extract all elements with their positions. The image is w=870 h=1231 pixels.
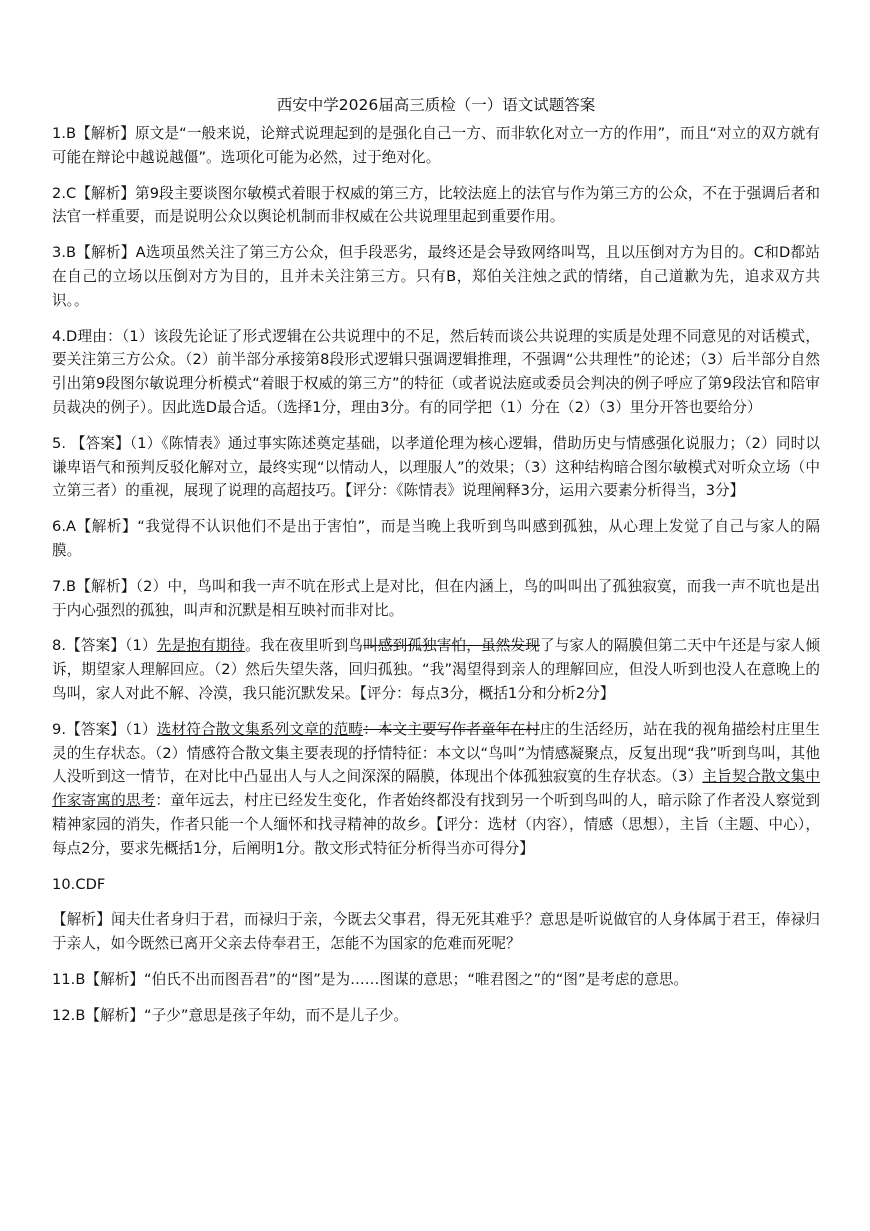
answer-text: B【解析】“子少”意思是孩子年幼，而不是儿子少。 <box>75 1006 409 1024</box>
answer-4 <box>52 325 820 420</box>
answer-2 <box>52 182 820 230</box>
answer-text: 【解析】闻夫仕者身归于君，而禄归于亲，今既去父事君，得无死其难乎？意思是听说做官的人身体属于君王，俸禄归于亲人，如今既然已离开父亲去侍奉君王，怎能不为国家的危难而死呢？ <box>52 911 820 953</box>
answer-text-mid: 庄的生活经历，站在我的视角描绘村庄里生灵的生存状态。（2）情感符合散文集主要表现的抒情特征：本文以“鸟叫”为情感凝聚点，反复出现“我”听到鸟叫，其他人没听到这一情节，在对比中凸显出人与人之间深深的隔膜，体现出个体孤独寂寞的生存状态。（3） <box>52 720 821 786</box>
underlined-text: 先是抱有期待 <box>156 637 246 655</box>
answer-number: 11. <box>52 970 76 988</box>
answer-text: B【解析】原文是“一般来说，论辩式说理起到的是强化自己一方、而非软化对立一方的作用”，而且“对立的双方就有可能在辩论中越说越僵”。选项化可能为必然，过于绝对化。 <box>52 125 820 166</box>
answer-number: 5. <box>52 434 67 452</box>
answer-text: CDF <box>75 875 106 893</box>
answer-text-lead: 【答案】（1） <box>66 720 157 738</box>
page-title: 西安中学2026届高三质检（一）语文试题答案 <box>276 96 596 114</box>
answer-10-explanation <box>52 908 820 956</box>
answer-text: A【解析】“我觉得不认识他们不是出于害怕”，而是当晚上我听到鸟叫感到孤独，从心理上发觉了自己与家人的隔膜。 <box>52 518 820 559</box>
answer-text-lead: 【答案】（1） <box>66 637 157 655</box>
answer-8 <box>52 634 820 705</box>
struck-through-text: ：本文主要写作者童年在村 <box>363 720 541 738</box>
answer-number: 4. <box>52 327 67 345</box>
struck-through-text: 叫感到孤独害怕，虽然发现 <box>363 637 541 655</box>
answer-number: 12. <box>52 1006 76 1024</box>
answer-12 <box>52 1004 820 1028</box>
answer-10 <box>52 873 820 897</box>
answer-1 <box>52 122 820 170</box>
answer-text: D理由：（1）该段先论证了形式逻辑在公共说理中的不足，然后转而谈公共说理的实质是处理不同意见的对话模式，要关注第三方公众。（2）前半部分承接第8段形式逻辑只强调逻辑推理，不强调“公共理性”的论述；（3）后半部分自然引出第9段图尔敏说理分析模式“着眼于权威的第三方”的特征（或者说法庭或委员会判决的例子呼应了第9段法官和陪审员裁决的例子）。因此选D最合适。（选择1分，理由3分。有的同学把（1）分在（2）（3）里分开答也要给分） <box>52 327 820 416</box>
answer-text: C【解析】第9段主要谈图尔敏模式着眼于权威的第三方，比较法庭上的法官与作为第三方的公众，不在于强调后者和法官一样重要，而是说明公众以舆论机制而非权威在公共说理里起到重要作用。 <box>52 184 820 226</box>
answer-text-mid: 。我在夜里听到鸟 <box>245 637 364 655</box>
answer-number: 3. <box>52 244 67 262</box>
answer-6 <box>52 515 820 563</box>
answer-text-rest: ：童年远去，村庄已经发生变化，作者始终都没有找到另一个听到鸟叫的人，暗示除了作者没人察觉到精神家园的消失，作者只能一个人缅怀和找寻精神的故乡。【评分：选材（内容），情感（思想），主旨（主题、中心），每点2分，要求先概括1分，后阐明1分。散文形式特征分析得当亦可得分】 <box>52 792 820 857</box>
answer-number: 1. <box>52 125 67 142</box>
answer-11 <box>52 968 820 992</box>
answer-number: 7. <box>52 577 67 595</box>
answer-number: 9. <box>52 720 67 738</box>
answer-7 <box>52 575 820 623</box>
answer-text: B【解析】（2）中，鸟叫和我一声不吭在形式上是对比，但在内涵上，鸟的叫叫出了孤独寂寞，而我一声不吭也是出于内心强烈的孤独，叫声和沉默是相互映衬而非对比。 <box>52 577 820 619</box>
answer-number: 10. <box>52 875 76 893</box>
answer-5 <box>52 432 820 503</box>
answer-text: B【解析】A选项虽然关注了第三方公众，但手段恶劣，最终还是会导致网络叫骂，且以压倒对方为目的。C和D都站在自己的立场以压倒对方为目的，且并未关注第三方。只有B，郑伯关注烛之武的情绪，自己道歉为先，追求双方共识。。 <box>52 244 820 309</box>
underlined-text: 主旨契合散文集中作家寄寓的思考 <box>52 768 820 810</box>
answer-number: 6. <box>52 518 67 536</box>
answer-9 <box>52 718 820 861</box>
answer-3 <box>52 241 820 312</box>
answer-text: B【解析】“伯氏不出而图吾君”的“图”是为……图谋的意思；“唯君图之”的“图”是考虑的意思。 <box>75 970 689 988</box>
answer-number: 8. <box>52 637 67 655</box>
answer-text: 【答案】（1）《陈情表》通过事实陈述奠定基础，以孝道伦理为核心逻辑，借助历史与情感强化说服力；（2）同时以谦卑语气和预判反驳化解对立，最终实现“以情动人，以理服人”的效果；（3）这种结构暗合图尔敏模式对听众立场（中立第三者）的重视，展现了说理的高超技巧。【评分：《陈情表》说理阐释3分，运用六要素分析得当，3分】 <box>52 434 820 500</box>
answer-number: 2. <box>52 184 67 202</box>
answer-text-rest: 了与家人的隔膜但第二天中午还是与家人倾诉，期望家人理解回应。（2）然后失望失落，回归孤独。“我”渴望得到亲人的理解回应，但没人听到也没人在意晚上的鸟叫，家人对此不解、冷漠，我只能沉默发呆。【评分：每点3分，概括1分和分析2分】 <box>52 637 821 702</box>
underlined-text: 选材符合散文集系列文章的范畴 <box>156 720 364 738</box>
